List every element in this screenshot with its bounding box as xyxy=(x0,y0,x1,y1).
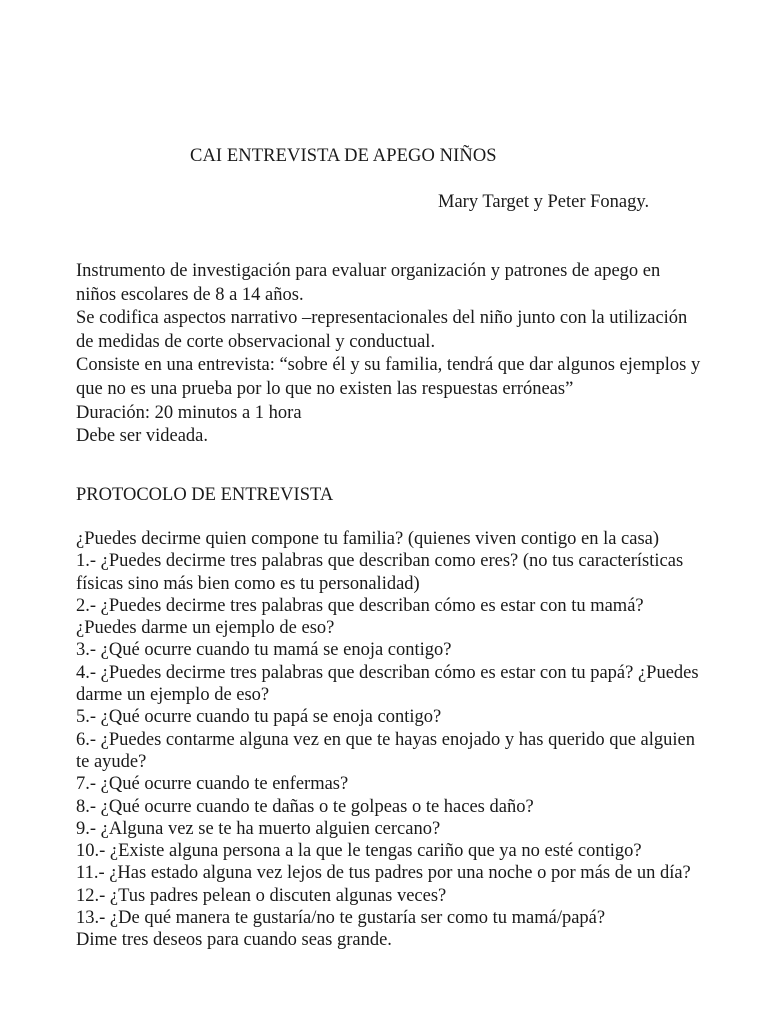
intro-line: Duración: 20 minutos a 1 hora xyxy=(76,402,302,423)
protocol-line: 3.- ¿Qué ocurre cuando tu mamá se enoja contigo? xyxy=(76,640,452,661)
protocol-line: Dime tres deseos para cuando seas grande. xyxy=(76,930,392,951)
protocol-line: ¿Puedes darme un ejemplo de eso? xyxy=(76,618,335,639)
intro-line: Consiste en una entrevista: “sobre él y su familia, tendrá que dar algunos ejemplos y xyxy=(76,355,701,376)
protocol-line: 4.- ¿Puedes decirme tres palabras que describan cómo es estar con tu papá? ¿Puedes xyxy=(76,662,699,683)
intro-line: niños escolares de 8 a 14 años. xyxy=(76,284,304,305)
protocol-line: 11.- ¿Has estado alguna vez lejos de tus padres por una noche o por más de un día? xyxy=(76,863,691,884)
protocol-line: físicas sino más bien como es tu personalidad) xyxy=(76,573,420,594)
intro-line: de medidas de corte observacional y conductual. xyxy=(76,331,436,352)
protocol-line: 5.- ¿Qué ocurre cuando tu papá se enoja contigo? xyxy=(76,707,442,728)
intro-line: Instrumento de investigación para evaluar organización y patrones de apego en xyxy=(76,261,661,281)
protocol-line: darme un ejemplo de eso? xyxy=(76,685,270,706)
intro-line: Debe ser videada. xyxy=(76,426,209,447)
protocol-line: 12.- ¿Tus padres pelean o discuten algunas veces? xyxy=(76,885,447,906)
intro-paragraph xyxy=(76,260,726,449)
protocol-line: 7.- ¿Qué ocurre cuando te enfermas? xyxy=(76,774,349,795)
protocol-line: 9.- ¿Alguna vez se te ha muerto alguien cercano? xyxy=(76,818,441,839)
protocol-line: 13.- ¿De qué manera te gustaría/no te gustaría ser como tu mamá/papá? xyxy=(76,908,606,929)
document-authors: Mary Target y Peter Fonagy. xyxy=(438,192,650,212)
protocol-line: 8.- ¿Qué ocurre cuando te dañas o te golpeas o te haces daño? xyxy=(76,796,534,817)
intro-line: Se codifica aspectos narrativo –representacionales del niño junto con la utilización xyxy=(76,308,688,329)
intro-line: que no es una prueba por lo que no existen las respuestas erróneas” xyxy=(76,378,574,399)
protocol-line: 10.- ¿Existe alguna persona a la que le tengas cariño que ya no esté contigo? xyxy=(76,841,642,862)
document-title: CAI ENTREVISTA DE APEGO NIÑOS xyxy=(190,146,497,166)
protocol-line: 1.- ¿Puedes decirme tres palabras que describan como eres? (no tus características xyxy=(76,551,684,572)
protocol-line: 2.- ¿Puedes decirme tres palabras que describan cómo es estar con tu mamá? xyxy=(76,595,644,616)
protocol-line: 6.- ¿Puedes contarme alguna vez en que te hayas enojado y has querido que alguien xyxy=(76,729,696,750)
protocol-list xyxy=(76,528,726,952)
protocol-line: te ayude? xyxy=(76,751,147,772)
protocol-line: ¿Puedes decirme quien compone tu familia? (quienes viven contigo en la casa) xyxy=(76,529,660,549)
protocol-heading: PROTOCOLO DE ENTREVISTA xyxy=(76,485,334,505)
